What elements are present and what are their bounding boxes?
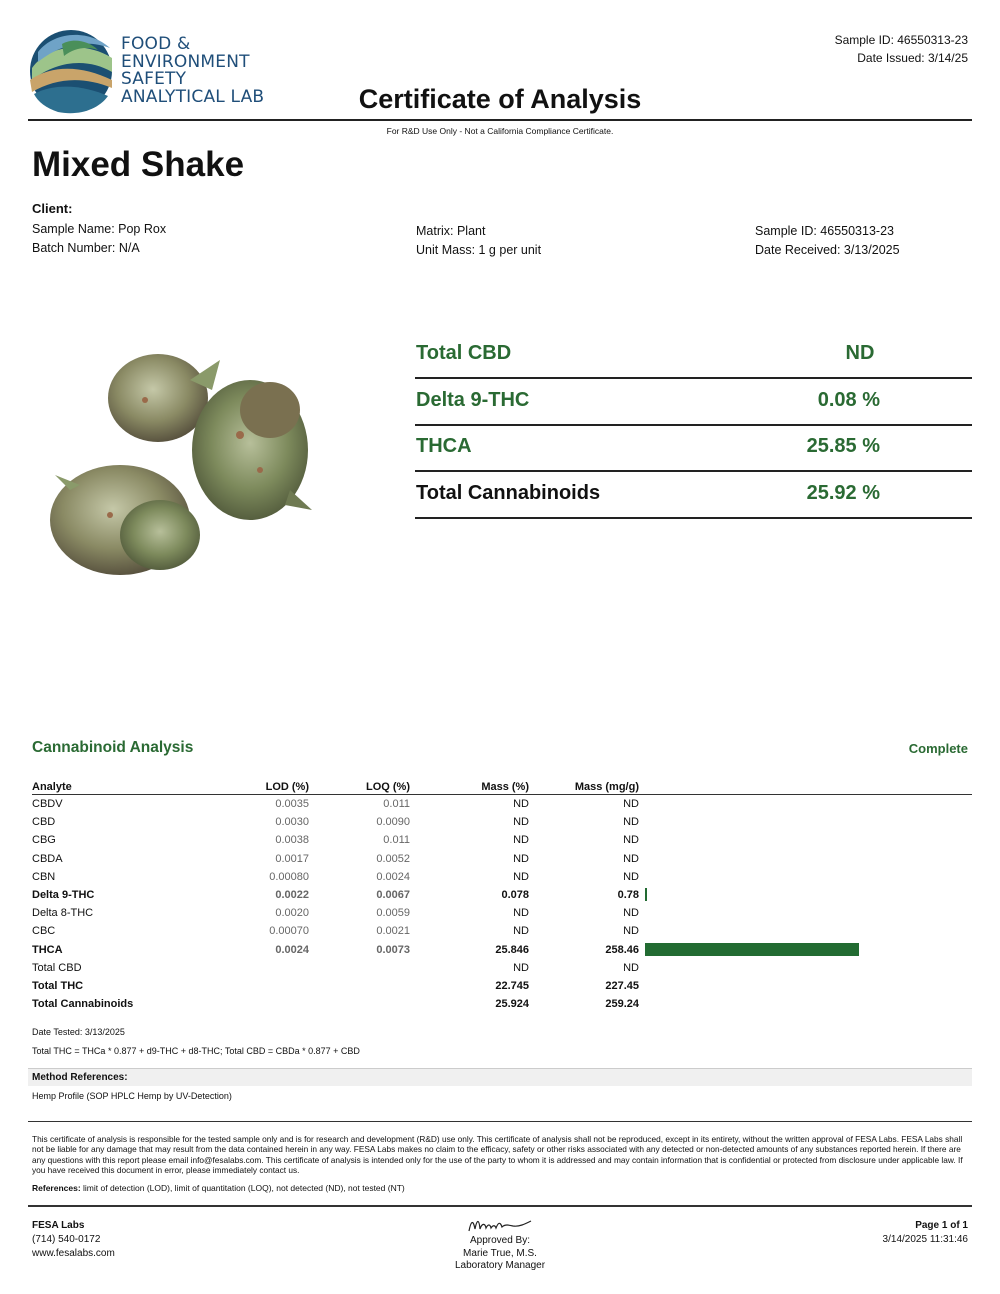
analyte-cell: CBDA xyxy=(32,852,63,865)
mass-pct-cell: 25.924 xyxy=(495,998,529,1011)
loq-cell: 0.011 xyxy=(383,834,410,847)
mass-pct-cell: ND xyxy=(513,834,529,847)
mass-pct-cell: 0.078 xyxy=(501,888,529,901)
analysis-status: Complete xyxy=(908,741,968,756)
mass-mg-cell: ND xyxy=(623,925,639,938)
company-website: www.fesalabs.com xyxy=(32,1248,115,1259)
table-row xyxy=(32,886,972,904)
company-phone: (714) 540-0172 xyxy=(32,1234,101,1245)
date-tested: Date Tested: 3/13/2025 xyxy=(32,1027,125,1037)
summary-label: THCA xyxy=(416,435,472,457)
summary-row-delta9 xyxy=(415,379,972,426)
mass-pct-cell: ND xyxy=(513,852,529,865)
table-row xyxy=(32,904,972,922)
header-meta xyxy=(835,31,968,67)
loq-cell: 0.011 xyxy=(383,798,410,810)
analyte-cell: Total THC xyxy=(32,979,84,992)
legal-text: This certificate of analysis is responsible for the tested sample only and is for research and development (R&D) use only. This certificate of analysis shall not be reproduced, except in its entirety, without the written approval of FESA Labs. FESA Labs shall not be liable for any damage that may result from the data contained herein in any way. FESA Labs makes no claim to the efficacy, safety or other risks associated with any detected or non-detected amounts of any substances reported herein. If there are any questions with this report please email info@fesalabs.com. This certificate of analysis is intended only for the use of the party to whom it is addressed and may contain information that is confidential or protected from disclosure under applicable law. If you have received this document in error, please immediately contact us. xyxy=(32,1134,963,1175)
table-body xyxy=(32,795,972,1013)
mass-mg-cell: ND xyxy=(623,852,639,865)
lod-cell: 0.0030 xyxy=(275,816,309,829)
mass-pct-cell: ND xyxy=(513,907,529,920)
lod-cell: 0.0020 xyxy=(275,907,309,920)
product-name: Mixed Shake xyxy=(32,145,245,184)
references-text: limit of detection (LOD), limit of quantitation (LOQ), not detected (ND), not tested (NT) xyxy=(80,1183,405,1193)
mass-pct-cell: ND xyxy=(513,925,529,938)
mass-mg-cell: 227.45 xyxy=(605,979,639,992)
header-analyte: Analyte xyxy=(32,781,72,793)
mass-mg-cell: ND xyxy=(623,816,639,829)
approved-by-label: Approved By: xyxy=(469,1235,531,1246)
references-label: References: xyxy=(32,1183,81,1193)
loq-cell: 0.0059 xyxy=(376,907,410,920)
header-loq: LOQ (%) xyxy=(366,781,410,793)
analyte-cell: Delta 9-THC xyxy=(32,888,95,901)
lod-cell: 0.00070 xyxy=(269,925,309,938)
mass-pct-cell: ND xyxy=(513,816,529,829)
loq-cell: 0.0052 xyxy=(376,852,410,865)
loq-cell: 0.0067 xyxy=(376,888,410,901)
summary-value: 0.08 % xyxy=(817,389,880,411)
total-formula: Total THC = THCa * 0.877 + d9-THC + d8-THC; Total CBD = CBDa * 0.877 + CBD xyxy=(32,1046,360,1056)
mass-mg-cell: ND xyxy=(623,834,639,847)
company-name: FESA Labs xyxy=(32,1220,85,1231)
product-photo xyxy=(40,340,330,590)
summary-row-total-cbd xyxy=(415,332,972,379)
mass-pct-cell: ND xyxy=(513,798,529,810)
header-lod: LOD (%) xyxy=(265,781,309,793)
analyte-cell: CBDV xyxy=(32,798,63,810)
mass-mg-cell: ND xyxy=(623,961,639,974)
header-mass-mg: Mass (mg/g) xyxy=(574,781,639,793)
client-label: Client: xyxy=(32,201,73,216)
method-header-bar xyxy=(28,1068,972,1086)
mass-mg-cell: ND xyxy=(623,798,639,810)
mass-mg-cell: 258.46 xyxy=(605,943,639,956)
loq-cell: 0.0073 xyxy=(376,943,410,956)
table-row xyxy=(32,813,972,831)
signature-icon xyxy=(465,1215,535,1235)
references xyxy=(32,1183,405,1193)
analyte-cell: Total Cannabinoids xyxy=(32,998,134,1011)
analysis-title: Cannabinoid Analysis xyxy=(32,739,194,756)
mass-mg-cell: 0.78 xyxy=(617,888,639,901)
header-date-issued: Date Issued: 3/14/25 xyxy=(857,51,968,65)
date-received: Date Received: 3/13/2025 xyxy=(755,243,900,257)
mass-mg-cell: ND xyxy=(623,870,639,883)
mass-bar xyxy=(645,888,647,901)
table-row xyxy=(32,831,972,849)
sample-name: Sample Name: Pop Rox xyxy=(32,222,167,236)
footer-divider xyxy=(28,1205,972,1207)
document-title: Certificate of Analysis xyxy=(358,84,642,114)
summary-value: 25.92 % xyxy=(806,482,880,504)
table-row xyxy=(32,941,972,959)
analyte-cell: CBG xyxy=(32,834,56,847)
header-sample-id: Sample ID: 46550313-23 xyxy=(834,33,968,47)
client-sample-id: Sample ID: 46550313-23 xyxy=(755,224,894,238)
analyte-cell: CBD xyxy=(32,816,56,829)
approver-name: Marie True, M.S. xyxy=(463,1247,537,1259)
loq-cell: 0.0021 xyxy=(376,925,410,938)
loq-cell: 0.0024 xyxy=(376,870,410,883)
client-column-3 xyxy=(755,222,900,260)
lod-cell: 0.0017 xyxy=(275,852,309,865)
mass-bar xyxy=(645,943,859,956)
footer-approval xyxy=(0,1215,1000,1273)
batch-number: Batch Number: N/A xyxy=(32,241,140,255)
table-row xyxy=(32,977,972,995)
mass-pct-cell: 22.745 xyxy=(495,979,529,992)
mass-mg-cell: 259.24 xyxy=(605,998,639,1011)
method-label: Method References: xyxy=(32,1072,128,1083)
mass-pct-cell: 25.846 xyxy=(495,943,529,956)
summary-value: ND xyxy=(845,342,875,364)
mass-pct-cell: ND xyxy=(513,870,529,883)
table-row xyxy=(32,995,972,1013)
header-divider xyxy=(28,119,972,121)
analyte-cell: THCA xyxy=(32,943,63,956)
client-column-2 xyxy=(416,222,541,260)
summary-value: 25.85 % xyxy=(806,435,880,457)
header-mass-pct: Mass (%) xyxy=(481,781,529,793)
summary-label: Delta 9-THC xyxy=(416,389,530,411)
page-number: Page 1 of 1 xyxy=(915,1220,968,1231)
mass-mg-cell: ND xyxy=(623,907,639,920)
analyte-cell: CBN xyxy=(32,870,56,883)
analyte-cell: Total CBD xyxy=(32,961,82,974)
summary-row-thca xyxy=(415,425,972,472)
disclaimer: For R&D Use Only - Not a California Compliance Certificate. xyxy=(386,126,614,136)
table-header xyxy=(32,778,972,795)
lod-cell: 0.0038 xyxy=(275,834,309,847)
footer-page-info xyxy=(883,1219,968,1247)
lod-cell: 0.0035 xyxy=(275,798,309,810)
matrix: Matrix: Plant xyxy=(416,224,486,238)
logo-wordmark: FOOD & ENVIRONMENT SAFETY ANALYTICAL LAB xyxy=(121,34,265,107)
loq-cell: 0.0090 xyxy=(376,816,410,829)
analyte-cell: CBC xyxy=(32,925,56,938)
summary-label: Total Cannabinoids xyxy=(416,482,601,504)
lod-cell: 0.00080 xyxy=(269,870,309,883)
print-timestamp: 3/14/2025 11:31:46 xyxy=(882,1234,968,1245)
analyte-cell: Delta 8-THC xyxy=(32,907,94,920)
lod-cell: 0.0022 xyxy=(275,888,309,901)
lod-cell: 0.0024 xyxy=(275,943,309,956)
table-row xyxy=(32,868,972,886)
table-row xyxy=(32,850,972,868)
table-row xyxy=(32,795,972,813)
client-column-1 xyxy=(32,220,166,258)
cannabinoid-table xyxy=(32,778,972,1013)
legal-divider xyxy=(28,1121,972,1122)
table-row xyxy=(32,922,972,940)
table-row xyxy=(32,959,972,977)
summary-label: Total CBD xyxy=(416,342,512,364)
summary-row-total-cannabinoids xyxy=(415,472,972,519)
unit-mass: Unit Mass: 1 g per unit xyxy=(416,243,542,257)
approver-title: Laboratory Manager xyxy=(454,1260,546,1271)
mass-pct-cell: ND xyxy=(513,961,529,974)
method-reference: Hemp Profile (SOP HPLC Hemp by UV-Detection) xyxy=(32,1091,232,1101)
